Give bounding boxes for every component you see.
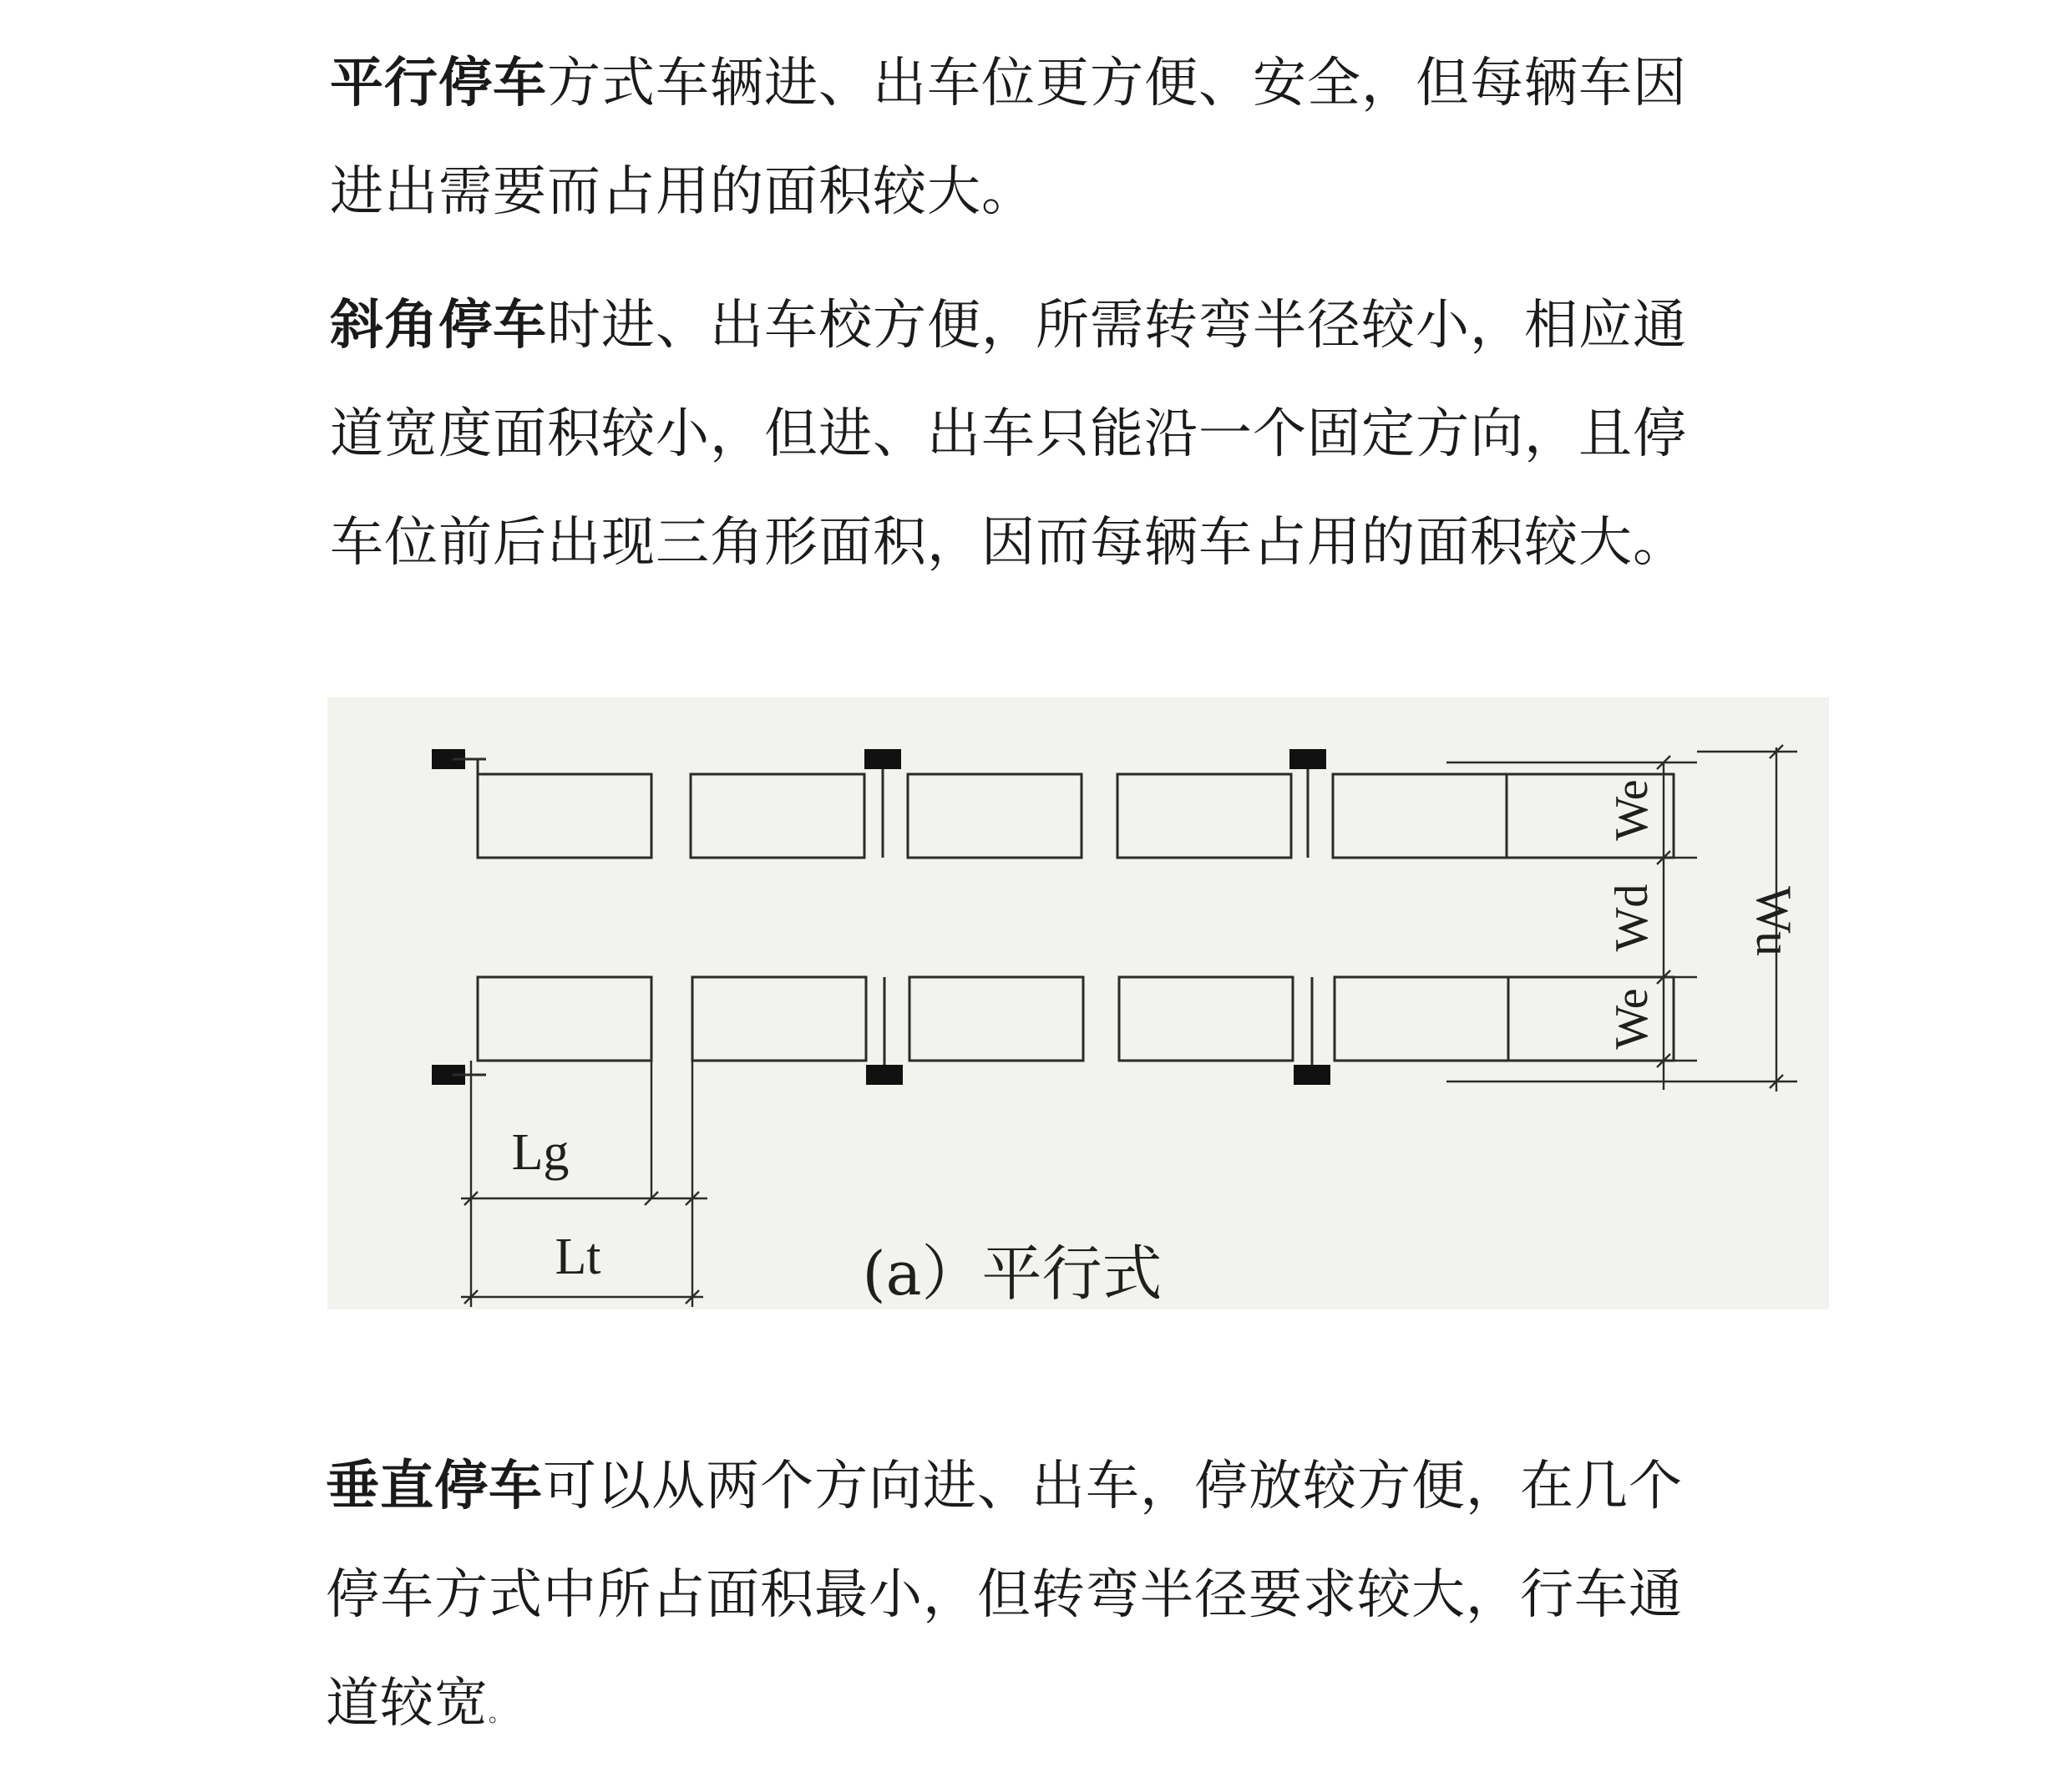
post-marker	[1289, 749, 1326, 769]
paragraph-line: 车位前后出现三角形面积，因而每辆车占用的面积较大。	[330, 512, 1687, 574]
top-row-stalls	[432, 749, 1674, 858]
width-dimensions	[1446, 745, 1801, 1092]
term-angled-parking: 斜角停车	[330, 295, 547, 357]
paragraph-line: 停车方式中所占面积最小，但转弯半径要求较大，行车通	[326, 1564, 1683, 1626]
label-wu: Wu	[1746, 885, 1801, 957]
parallel-parking-diagram	[327, 697, 1829, 1309]
paragraph-line: 进出需要而占用的面积较大。	[330, 161, 1036, 223]
length-dimensions	[461, 1061, 707, 1307]
bottom-row-stalls	[432, 977, 1674, 1085]
parking-stall	[692, 977, 866, 1061]
text-run: 道较宽	[326, 1673, 489, 1735]
paragraph-line	[330, 271, 1750, 380]
parking-stall	[909, 977, 1083, 1061]
label-we-bottom: We	[1606, 988, 1658, 1050]
label-wd: Wd	[1606, 884, 1658, 952]
post-marker	[866, 1065, 903, 1085]
label-lg: Lg	[511, 1124, 570, 1181]
paragraph-line	[326, 1432, 1745, 1541]
paragraph-line	[326, 1649, 1745, 1769]
diagram-canvas	[327, 697, 1829, 1309]
parking-stall	[1117, 774, 1291, 858]
figure-caption: (a）平行式	[862, 1238, 1163, 1309]
post-marker	[1294, 1065, 1330, 1085]
parking-stall	[1335, 977, 1508, 1061]
term-perpendicular-parking: 垂直停车	[326, 1456, 543, 1517]
term-parallel-parking: 平行停车	[330, 53, 547, 114]
parking-stall	[908, 774, 1082, 858]
label-we-top: We	[1606, 779, 1658, 841]
parking-stall	[478, 977, 651, 1061]
text-run: 时进、出车校方便，所需转弯半径较小，相应通	[547, 295, 1687, 357]
label-lt: Lt	[555, 1228, 601, 1285]
paragraph-line	[330, 29, 1750, 138]
end-punctuation: 。	[489, 1702, 512, 1727]
post-marker	[864, 749, 901, 769]
text-run: 可以从两个方向进、出车，停放较方便，在几个	[543, 1456, 1683, 1517]
paragraph-parallel-parking	[330, 29, 1750, 246]
text-run: 方式车辆进、出车位更方便、安全，但每辆车因	[547, 53, 1687, 114]
parking-stall	[691, 774, 864, 858]
paragraph-line: 道宽度面积较小，但进、出车只能沿一个固定方向，且停	[330, 403, 1687, 465]
paragraph-perpendicular-parking	[326, 1432, 1745, 1769]
parking-stall	[1119, 977, 1293, 1061]
parking-stall	[478, 774, 651, 858]
paragraph-angled-parking	[330, 271, 1750, 597]
parking-stall	[1333, 774, 1507, 858]
